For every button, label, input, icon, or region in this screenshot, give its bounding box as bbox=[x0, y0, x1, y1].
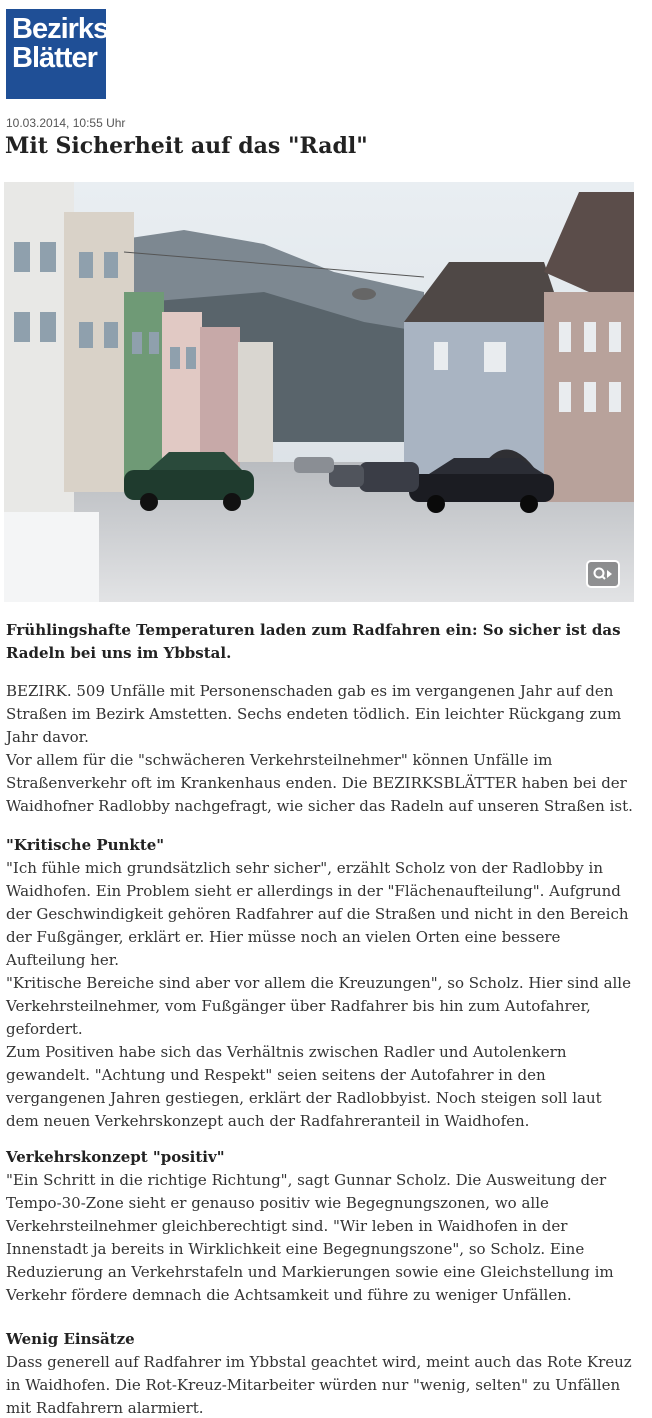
zoom-button[interactable] bbox=[586, 560, 620, 588]
magnifier-play-icon bbox=[592, 566, 614, 582]
paragraph: "Ein Schritt in die richtige Richtung", sagt Gunnar Scholz. Die Ausweitung der Tempo-30-Zone sieht er genauso positiv wie Begegnungszonen, wo alle Verkehrsteilnehmer gleichberechtigt sind. "Wir leben in Waidhofen in der Innenstadt ja bereits in Wirklichkeit eine Begegnungszone", so Scholz. Eine Reduzierung an Verkehrstafeln und Markierungen sowie eine Gleichstellung im Verkehr fördere demnach die Achtsamkeit und führe zu weniger Unfällen. bbox=[6, 1171, 614, 1304]
paragraph: Vor allem für die "schwächeren Verkehrsteilnehmer" können Unfälle im Straßenverkehr oft im Krankenhaus enden. Die BEZIRKSBLÄTTER haben bei der Waidhofner Radlobby nachgefragt, wie sicher das Radeln auf unseren Straßen ist. bbox=[6, 751, 633, 815]
logo-line-1: Bezirks bbox=[12, 13, 109, 45]
intro-block bbox=[6, 680, 636, 818]
paragraph: Dass generell auf Radfahrer im Ybbstal geachtet wird, meint auch das Rote Kreuz in Waidhofen. Die Rot-Kreuz-Mitarbeiter würden nur "wenig, selten" zu Unfällen mit Radfahrern alarmiert. bbox=[6, 1353, 632, 1417]
logo[interactable] bbox=[6, 9, 109, 99]
section-heading-few-operations: Wenig Einsätze bbox=[6, 1330, 135, 1348]
paragraph: Zum Positiven habe sich das Verhältnis zwischen Radler und Autolenkern gewandelt. "Achtung und Respekt" seien seitens der Autofahrer in den vergangenen Jahren gestiegen, erklärt der Radlobbyist. Noch steigen soll laut dem neuen Verkehrskonzept auch der Radfahreranteil in Waidhofen. bbox=[6, 1043, 602, 1130]
paragraph: "Kritische Bereiche sind aber vor allem die Kreuzungen", so Scholz. Hier sind alle Verkehrsteilnehmer, vom Fußgänger über Radfahrer bis hin zum Autofahrer, gefordert. bbox=[6, 974, 631, 1038]
paragraph: "Ich fühle mich grundsätzlich sehr sicher", erzählt Scholz von der Radlobby in Waidhofen. Ein Problem sieht er allerdings in der "Flächenaufteilung". Aufgrund der Geschwindigkeit gehören Radfahrer auf die Straßen und nicht in den Bereich der Fußgänger, erklärt er. Hier müsse noch an vielen Orten eine bessere Aufteilung her. bbox=[6, 859, 629, 969]
section-heading-critical-points: "Kritische Punkte" bbox=[6, 836, 165, 854]
paragraph: BEZIRK. 509 Unfälle mit Personenschaden gab es im vergangenen Jahr auf den Straßen im Bezirk Amstetten. Sechs endeten tödlich. Ein leichter Rückgang zum Jahr davor. bbox=[6, 682, 622, 746]
section-body-critical-points bbox=[6, 857, 636, 1133]
article-date: 10.03.2014, 10:55 Uhr bbox=[6, 116, 126, 130]
article-photo[interactable] bbox=[4, 182, 634, 602]
article-lead: Frühlingshafte Temperaturen laden zum Radfahren ein: So sicher ist das Radeln bei uns im Ybbstal. bbox=[6, 621, 621, 662]
article-title: Mit Sicherheit auf das "Radl" bbox=[5, 133, 368, 159]
town-square-illustration bbox=[4, 182, 634, 602]
section-heading-traffic-concept: Verkehrskonzept "positiv" bbox=[6, 1148, 225, 1166]
logo-line-2: Blätter bbox=[12, 42, 97, 74]
section-body-few-operations bbox=[6, 1351, 636, 1418]
section-body-traffic-concept bbox=[6, 1169, 636, 1307]
